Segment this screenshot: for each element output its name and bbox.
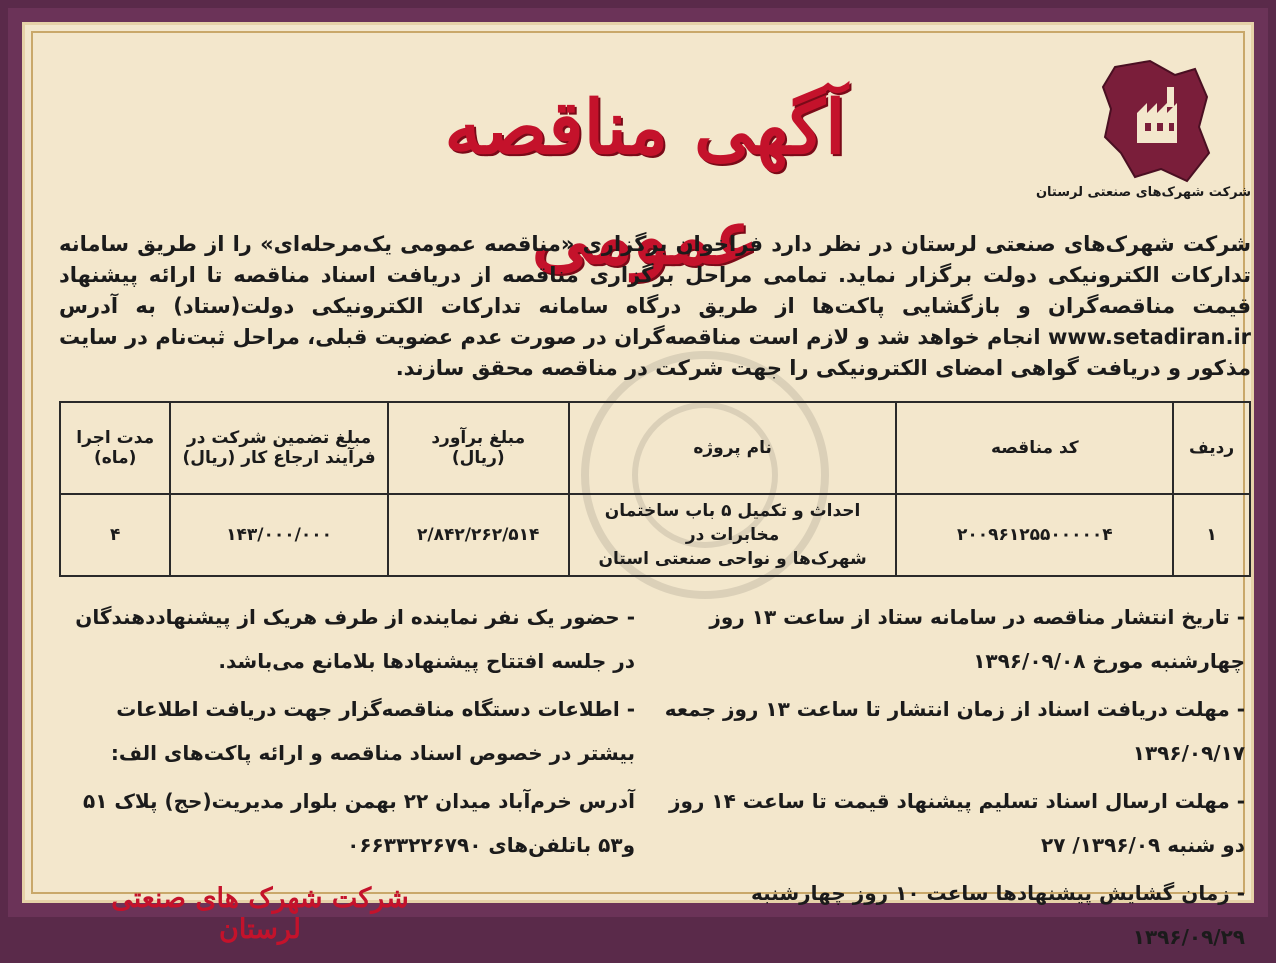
tender-table	[59, 401, 1251, 577]
note-publish-date: - تاریخ انتشار مناقصه در سامانه ستاد از ساعت ۱۳ روز چهارشنبه مورخ ۱۳۹۶/۰۹/۰۸	[709, 605, 1245, 673]
cell-estimate: ۲/۸۴۲/۲۶۲/۵۱۴	[388, 494, 569, 576]
header-estimate-line-2: (ریال)	[451, 448, 505, 468]
intro-line-3a: تدارکات الکترونیکی دولت(ستاد) به آدرس	[59, 294, 522, 318]
page-title: آگهی مناقصه عمومی	[444, 85, 846, 281]
cell-guarantee: ۱۴۳/۰۰۰/۰۰۰	[170, 494, 387, 576]
cell-project-name	[569, 494, 897, 576]
intro-line-2: برگزار نماید. تمامی مراحل برگزاری مناقصه از دریافت اسناد مناقصه تا ارائه پیشنهاد قیمت مناقصه‌گران و بازگشایی پاکت‌ها از طریق درگاه سامانه	[59, 263, 1251, 318]
note-receive-deadline: - مهلت دریافت اسناد از زمان انتشار تا ساعت ۱۳ روز جمعه ۱۳۹۶/۰۹/۱۷	[664, 697, 1245, 765]
intro-paragraph	[59, 229, 1251, 384]
table-header-row	[60, 402, 1250, 494]
header-tender-code: کد مناقصه	[896, 402, 1173, 494]
contact-notes	[63, 595, 635, 871]
header-guarantee-line-2: فرآیند ارجاع کار (ریال)	[182, 448, 376, 468]
outer-frame	[8, 8, 1268, 949]
cell-tender-code: ۲۰۰۹۶۱۲۵۵۰۰۰۰۰۴	[896, 494, 1173, 576]
header-project-name: نام پروژه	[569, 402, 897, 494]
company-signature: شرکت شهرک های صنعتی لرستان	[111, 883, 409, 945]
header-duration-line-2: (ماه)	[93, 448, 137, 468]
header-row-number: ردیف	[1173, 402, 1250, 494]
note-attendance: - حضور یک نفر نماینده از طرف هریک از پیشنهاددهندگان در جلسه افتتاح پیشنهادها بلامانع می‌باشد.	[75, 605, 635, 673]
cell-project-name-line-1: احداث و تکمیل ۵ باب ساختمان مخابرات در	[604, 501, 861, 545]
note-opening-time: - زمان گشایش پیشنهادها ساعت ۱۰ روز چهارشنبه ۱۳۹۶/۰۹/۲۹	[751, 881, 1245, 949]
intro-line-3b: انجام خواهد شد و لازم است مناقصه‌گران در صورت عدم عضویت قبلی، مراحل	[232, 325, 1041, 349]
header-duration	[60, 402, 170, 494]
logo-caption: شرکت شهرک‌های صنعتی لرستان	[1035, 185, 1251, 200]
schedule-notes	[645, 595, 1245, 963]
header-guarantee	[170, 402, 387, 494]
notice-paper	[22, 22, 1254, 949]
table-row	[60, 494, 1250, 576]
intro-line-1: شرکت شهرک‌های صنعتی لرستان در نظر دارد فراخوان برگزاری «مناقصه عمومی یک‌مرحله‌ای» را از طریق سامانه تدارکات الکترونیکی دولت	[59, 232, 1252, 287]
header-estimate	[388, 402, 569, 494]
note-submit-deadline: - مهلت ارسال اسناد تسلیم پیشنهاد قیمت تا ساعت ۱۴ روز دو شنبه ۱۳۹۶/۰۹/ ۲۷	[668, 789, 1245, 857]
header-guarantee-line-1: مبلغ تضمین شرکت در	[186, 428, 372, 448]
setadiran-link[interactable]: www.setadiran.ir	[1047, 325, 1252, 349]
iran-map-factory-icon	[1095, 57, 1215, 187]
note-address: آدرس خرم‌آباد میدان ۲۲ بهمن بلوار مدیریت(حج) پلاک ۵۱ و۵۳ باتلفن‌های ۰۶۶۳۳۲۲۶۷۹۰	[82, 789, 635, 857]
cell-duration: ۴	[60, 494, 170, 576]
cell-project-name-line-2: شهرک‌ها و نواحی صنعتی استان	[598, 549, 867, 569]
header-estimate-line-1: مبلغ برآورد	[431, 428, 526, 448]
cell-row-number: ۱	[1173, 494, 1250, 576]
header-duration-line-1: مدت اجرا	[76, 428, 155, 448]
intro-line-4: ثبت‌نام در سایت مذکور و دریافت گواهی امضای الکترونیکی را جهت شرکت در مناقصه محقق سازند.	[59, 325, 1251, 380]
note-info: - اطلاعات دستگاه مناقصه‌گزار جهت دریافت اطلاعات بیشتر در خصوص اسناد مناقصه و ارائه پاکت‌های الف:	[110, 697, 635, 765]
